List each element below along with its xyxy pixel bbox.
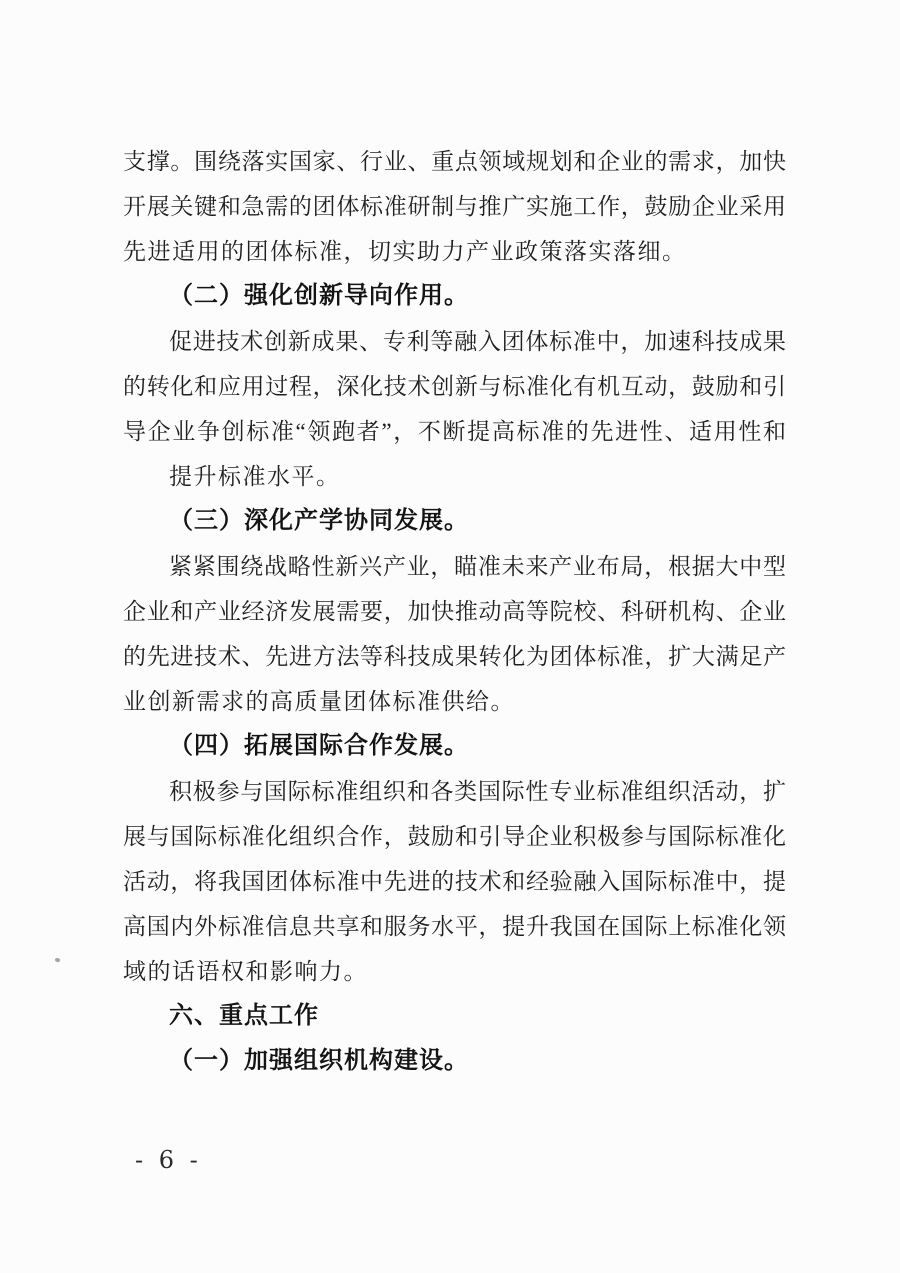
paragraph-line: 导企业争创标准“领跑者”，不断提高标准的先进性、适用性和 <box>123 419 786 444</box>
document-body <box>123 139 786 1084</box>
heading-section-6-1: （一）加强组织机构建设。 <box>169 1048 469 1074</box>
paragraph-line: 的转化和应用过程，深化技术创新与标准化有机互动，鼓励和引 <box>123 374 786 399</box>
heading-section-2: （二）强化创新导向作用。 <box>169 283 469 309</box>
paragraph-line: 业创新需求的高质量团体标准供给。 <box>123 689 515 714</box>
paragraph-line: 域的话语权和影响力。 <box>123 959 368 984</box>
page-number: - 6 - <box>135 1146 202 1174</box>
heading-section-3: （三）深化产学协同发展。 <box>169 508 469 534</box>
paragraph-line: 企业和产业经济发展需要，加快推动高等院校、科研机构、企业 <box>123 599 786 624</box>
paragraph-line: 支撑。围绕落实国家、行业、重点领域规划和企业的需求，加快 <box>123 149 786 174</box>
paragraph-line: 高国内外标准信息共享和服务水平，提升我国在国际上标准化领 <box>123 914 786 939</box>
paragraph-line: 促进技术创新成果、专利等融入团体标准中，加速科技成果 <box>169 329 786 354</box>
paragraph-line: 积极参与国际标准组织和各类国际性专业标准组织活动，扩 <box>169 779 786 804</box>
scan-speck <box>54 957 60 963</box>
heading-chapter-six: 六、重点工作 <box>169 1003 319 1029</box>
paragraph-line: 先进适用的团体标准，切实助力产业政策落实落细。 <box>123 239 687 264</box>
paragraph-line: 的先进技术、先进方法等科技成果转化为团体标准，扩大满足产 <box>123 644 786 669</box>
heading-section-4: （四）拓展国际合作发展。 <box>169 733 469 759</box>
paragraph-line: 活动，将我国团体标准中先进的技术和经验融入国际标准中，提 <box>123 869 786 894</box>
paragraph-line: 展与国际标准化组织合作，鼓励和引导企业积极参与国际标准化 <box>123 824 786 849</box>
paragraph-line: 紧紧围绕战略性新兴产业，瞄准未来产业布局，根据大中型 <box>169 554 786 579</box>
paragraph-line: 提升标准水平。 <box>169 464 341 489</box>
paragraph-line: 开展关键和急需的团体标准研制与推广实施工作，鼓励企业采用 <box>123 194 786 219</box>
